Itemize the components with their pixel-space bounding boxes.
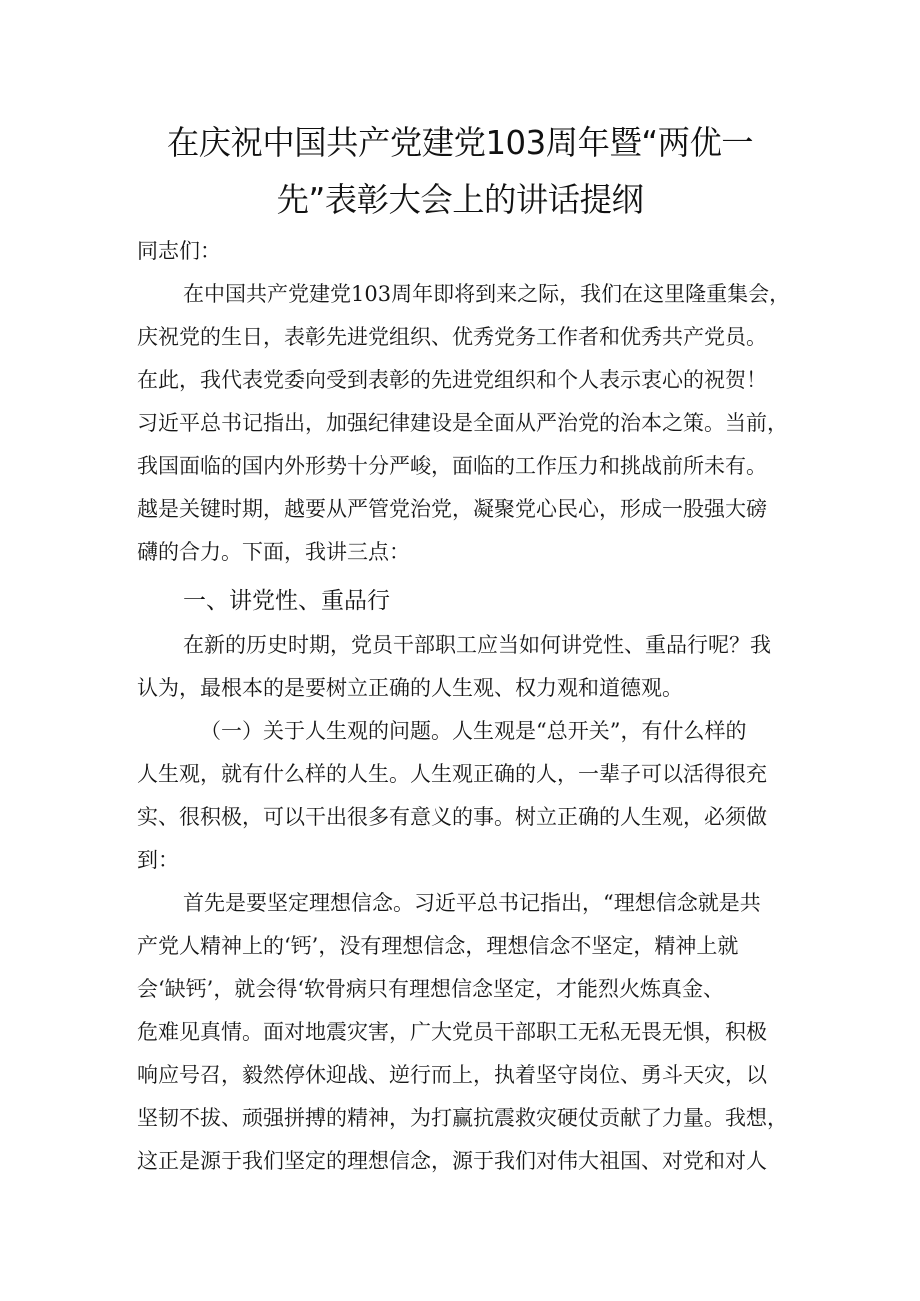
paragraph-line: 庆祝党的生日，表彰先进党组织、优秀党务工作者和优秀共产党员。: [137, 325, 767, 349]
paragraph-line: 在中国共产党建党103周年即将到来之际，我们在这里隆重集会，: [183, 282, 791, 306]
paragraph-line: 危难见真情。面对地震灾害，广大党员干部职工无私无畏无惧，积极: [137, 1020, 767, 1044]
paragraph-line: 实、很积极，可以干出很多有意义的事。树立正确的人生观，必须做: [137, 805, 767, 829]
paragraph-line: 在新的历史时期，党员干部职工应当如何讲党性、重品行呢？我: [183, 633, 771, 657]
paragraph-line: 在此，我代表党委向受到表彰的先进党组织和个人表示衷心的祝贺！: [137, 368, 767, 392]
paragraph-line: 习近平总书记指出，加强纪律建设是全面从严治党的治本之策。当前，: [137, 411, 788, 435]
paragraph-line: （一）关于人生观的问题。人生观是“总开关”，有什么样的: [200, 719, 747, 743]
greeting: 同志们：: [137, 239, 221, 263]
paragraph-line: 会‘缺钙’，就会得‘软骨病只有理想信念坚定，才能烈火炼真金、: [137, 977, 725, 1001]
paragraph-line: 我国面临的国内外形势十分严峻，面临的工作压力和挑战前所未有。: [137, 454, 767, 478]
paragraph-line: 越是关键时期，越要从严管党治党，凝聚党心民心，形成一股强大磅: [137, 497, 767, 521]
paragraph-line: 人生观，就有什么样的人生。人生观正确的人，一辈子可以活得很充: [137, 762, 767, 786]
paragraph-line: 坚韧不拔、顽强拼搏的精神，为打赢抗震救灾硬仗贡献了力量。我想，: [137, 1106, 788, 1130]
section-heading: 一、讲党性、重品行: [183, 588, 390, 614]
paragraph-line: 到：: [137, 848, 179, 872]
paragraph-line: 这正是源于我们坚定的理想信念，源于我们对伟大祖国、对党和对人: [137, 1149, 767, 1173]
paragraph-line: 首先是要坚定理想信念。习近平总书记指出，“理想信念就是共: [183, 891, 761, 915]
paragraph-line: 礴的合力。下面，我讲三点：: [137, 540, 410, 564]
title-line-2: 先”表彰大会上的讲话提纲: [276, 180, 644, 219]
paragraph-line: 认为，最根本的是要树立正确的人生观、权力观和道德观。: [137, 676, 683, 700]
title-line-1: 在庆祝中国共产党建党103周年暨“两优一: [166, 123, 754, 162]
paragraph-line: 响应号召，毅然停休迎战、逆行而上，执着坚守岗位、勇斗天灾，以: [137, 1063, 767, 1087]
paragraph-line: 产党人精神上的‘钙’，没有理想信念，理想信念不坚定，精神上就: [137, 934, 739, 958]
